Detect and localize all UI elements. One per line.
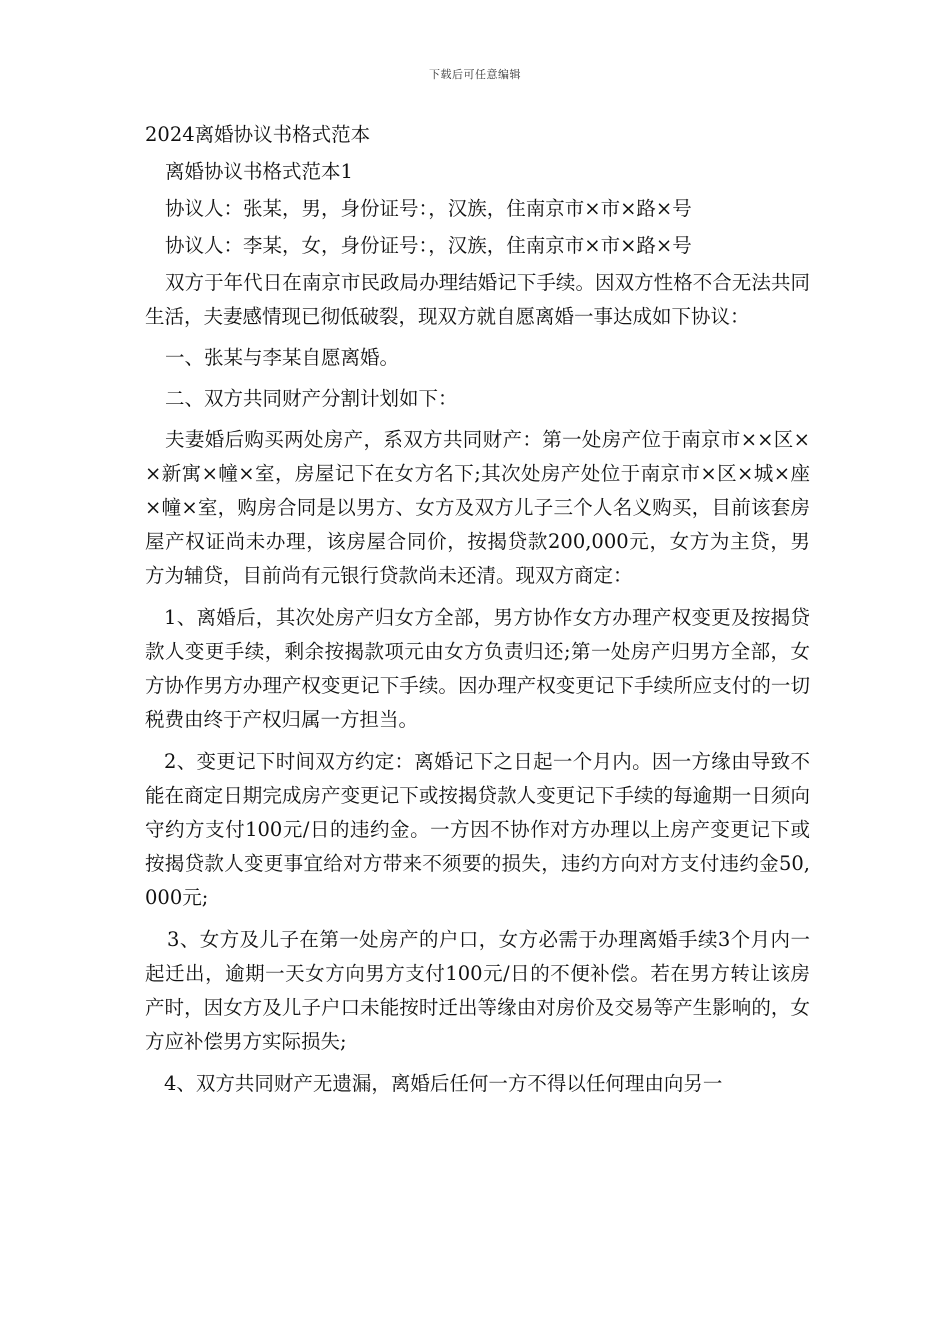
page-header-note: 下载后可任意编辑 xyxy=(429,68,521,81)
document-title: 2024离婚协议书格式范本 xyxy=(145,123,371,146)
property-description: 夫妻婚后购买两处房产，系双方共同财产：第一处房产位于南京市××区××新寓×幢×室，房屋记下在女方名下;其次处房产处位于南京市×区×城×座×幢×室，购房合同是以男方、女方及双方儿子三个人名义购买，目前该套房屋产权证尚未办理，该房屋合同价，按揭贷款200,000元，女方为主贷，男方为辅贷，目前尚有元银行贷款尚未还清。现双方商定： xyxy=(145,428,810,587)
clause-1: 一、张某与李某自愿离婚。 xyxy=(165,346,400,369)
party-line-1: 协议人：张某，男，身份证号：，汉族，住南京市×市×路×号 xyxy=(165,197,692,220)
item-2-paragraph: 2、变更记下时间双方约定：离婚记下之日起一个月内。因一方缘由导致不能在商定日期完成房产变更记下或按揭贷款人变更记下手续的每逾期一日须向守约方支付100元/日的违约金。一方因不协作对方办理以上房产变更记下或按揭贷款人变更事宜给对方带来不须要的损失，违约方向对方支付违约金50,000元; xyxy=(145,750,810,909)
item-1-paragraph: 1、离婚后，其次处房产归女方全部，男方协作女方办理产权变更及按揭贷款人变更手续，剩余按揭款项元由女方负责归还;第一处房产归男方全部，女方协作男方办理产权变更记下手续。因办理产权变更记下手续所应支付的一切税费由终于产权归属一方担当。 xyxy=(145,606,810,731)
item-4-paragraph: 4、双方共同财产无遗漏，离婚后任何一方不得以任何理由向另一 xyxy=(164,1072,723,1095)
item-3-paragraph: 3、女方及儿子在第一处房产的户口，女方必需于办理离婚手续3个月内一起迁出，逾期一天女方向男方支付100元/日的不便补偿。若在男方转让该房产时，因女方及儿子户口未能按时迁出等缘由对房价及交易等产生影响的，女方应补偿男方实际损失; xyxy=(145,928,810,1053)
document-subtitle: 离婚协议书格式范本1 xyxy=(165,160,353,183)
party-line-2: 协议人：李某，女，身份证号：，汉族，住南京市×市×路×号 xyxy=(165,234,692,257)
clause-2-heading: 二、双方共同财产分割计划如下： xyxy=(165,387,458,410)
document-body xyxy=(145,118,810,1101)
intro-paragraph: 双方于年代日在南京市民政局办理结婚记下手续。因双方性格不合无法共同生活，夫妻感情现已彻低破裂，现双方就自愿离婚一事达成如下协议： xyxy=(145,271,810,328)
